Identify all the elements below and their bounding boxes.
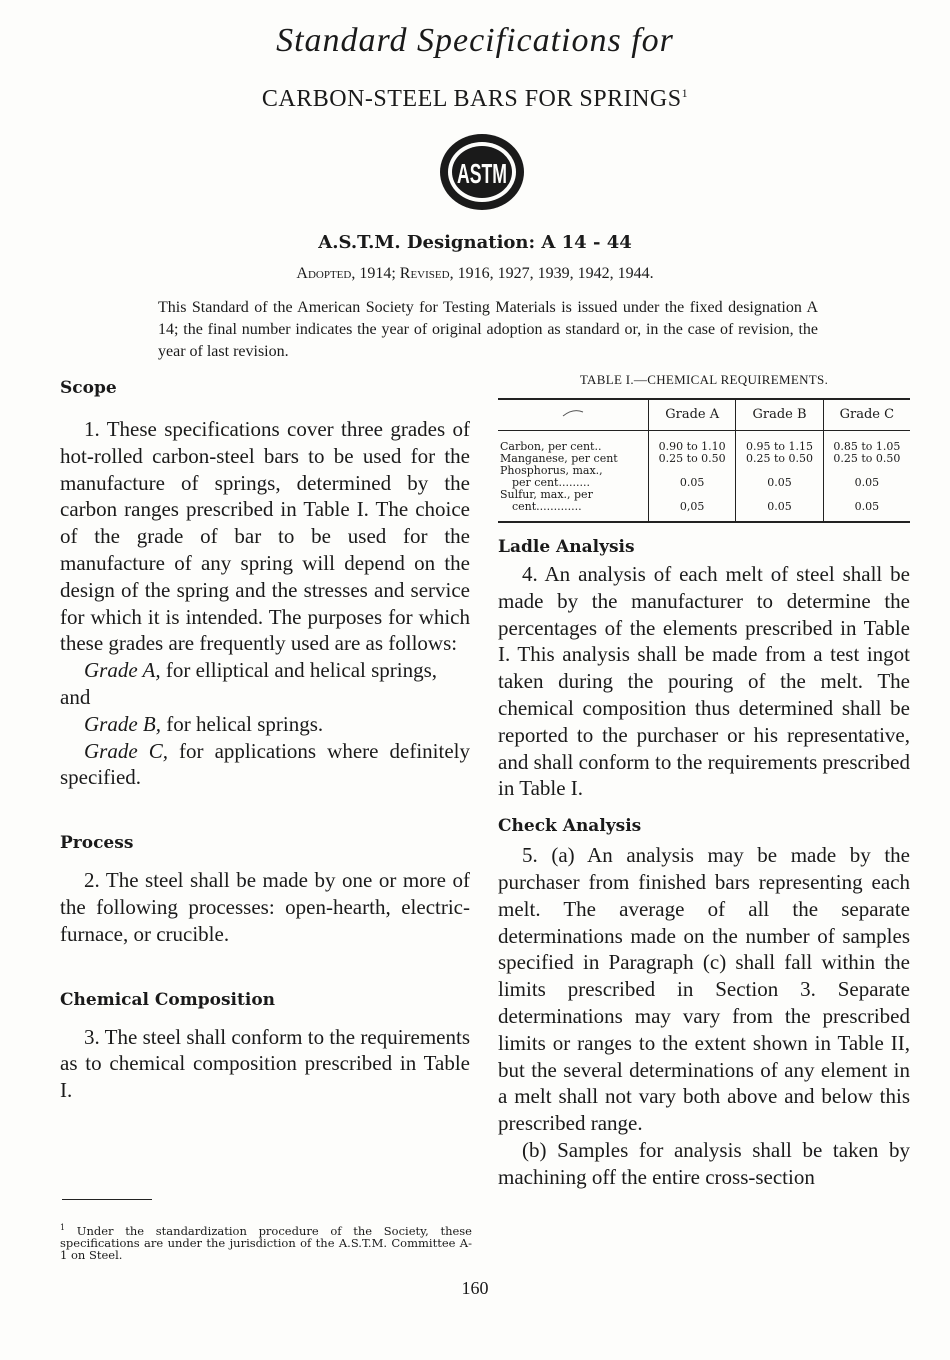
ladle-analysis-heading: Ladle Analysis — [498, 537, 635, 557]
intro-note: This Standard of the American Society for Testing Materials is issued under the fixed designation A 14; the final number indicates the year of original adoption as standard or, in the case of revision, the year of last revision. — [158, 299, 818, 360]
grade-c-text: for applications where definitely specified. — [60, 738, 470, 790]
footnote — [60, 1222, 472, 1261]
row-label-line2: cent............. — [512, 500, 582, 513]
footnote-divider — [62, 1199, 152, 1200]
process-paragraph: 2. The steel shall be made by one or more of the following processes: open-hearth, electric-furnace, or crucible. — [60, 868, 470, 946]
cell: 0.05 — [736, 489, 823, 522]
right-column — [498, 372, 910, 1191]
check-analysis-paragraph-a: 5. (a) An analysis may be made by the purchaser from finished bars representing each melt. The average of all the separate determinations made on the number of samples specified in Paragraph (c) shall fall within the limits prescribed in Section 3. Separate determinations may vary from the prescribed limits or ranges to the extent shown in Table II, but the several determinations of any element in a melt shall not vary both above and below this prescribed range. — [498, 843, 910, 1136]
cell: 0.05 — [649, 465, 736, 489]
chemical-composition-heading: Chemical Composition — [60, 989, 276, 1010]
cell: 0.90 to 1.10 — [649, 431, 736, 454]
cell: 0.85 to 1.05 — [823, 431, 910, 454]
ladle-analysis-paragraph: 4. An analysis of each melt of steel shall be made by the manufacturer to determine the percentages of the elements prescribed in Table I. This analysis shall be made from a test ingot taken during the pouring of the melt. The chemical composition thus determined shall be reported to the purchaser or his representative, and shall conform to the requirements prescribed in Table I. — [498, 562, 910, 801]
cell: 0,05 — [649, 489, 736, 522]
row-label — [498, 465, 649, 489]
cell: 0.25 to 0.50 — [736, 453, 823, 465]
title-italic: Standard Specifications for — [276, 22, 674, 59]
left-column — [60, 378, 470, 1104]
table-row — [498, 489, 910, 522]
header-grade-b: Grade B — [736, 399, 823, 431]
cell: 0.25 to 0.50 — [649, 453, 736, 465]
header-grade-c: Grade C — [823, 399, 910, 431]
grade-b-label: Grade B, — [84, 711, 161, 736]
row-label: Manganese, per cent — [500, 452, 618, 465]
table-row — [498, 431, 910, 454]
astm-logo-icon — [437, 132, 527, 212]
check-analysis-heading: Check Analysis — [498, 816, 642, 837]
scope-paragraph: 1. These specifications cover three grades of hot-rolled carbon-steel bars to be used for the manufacture of springs, determined by the carbon ranges prescribed in Table I. The choice of the grade of bar to be used for the manufacture of any spring will depend on the design of the spring and the stresses and service for which it is intended. The purposes for which these grades are frequently used are as follows: — [60, 417, 470, 656]
check-analysis-paragraph-b: (b) Samples for analysis shall be taken by machining off the entire cross-section — [498, 1137, 910, 1189]
document-title — [0, 86, 950, 113]
footnote-text: Under the standardization procedure of the Society, these specifications are under the jurisdiction of the A.S.T.M. Committee A-1 on Steel. — [60, 1223, 472, 1262]
title-footnote-mark: 1 — [681, 86, 689, 100]
table-caption: TABLE I.—CHEMICAL REQUIREMENTS. — [579, 372, 829, 387]
process-heading: Process — [60, 833, 134, 854]
page-number: 160 — [461, 1278, 489, 1298]
cell: 0.05 — [823, 489, 910, 522]
cell: 0.25 to 0.50 — [823, 453, 910, 465]
grade-b-text: for helical springs. — [161, 711, 324, 736]
cell: 0.95 to 1.15 — [736, 431, 823, 454]
grade-c-line — [60, 738, 470, 792]
row-label — [498, 489, 649, 522]
footnote-mark: 1 — [60, 1223, 66, 1232]
header-grade-a: Grade A — [649, 399, 736, 431]
table-row — [498, 465, 910, 489]
logo-text: ASTM — [457, 158, 507, 189]
grade-b-line — [60, 711, 470, 738]
adopted-line: Adopted, 1914; Revised, 1916, 1927, 1939, 1942, 1944. — [296, 265, 654, 282]
title-text: CARBON-STEEL BARS FOR SPRINGS — [261, 86, 682, 112]
row-label: Carbon, per cent.. — [500, 440, 602, 453]
row-label-line2: per cent......... — [512, 476, 590, 489]
chemical-composition-paragraph: 3. The steel shall conform to the requirements as to chemical composition prescribed in Table I. — [60, 1024, 470, 1103]
cell: 0.05 — [823, 465, 910, 489]
grade-a-label: Grade A, — [84, 658, 161, 683]
chemical-requirements-table — [498, 398, 910, 523]
cell: 0.05 — [736, 465, 823, 489]
diagonal-mark-icon — [553, 406, 593, 418]
designation: A.S.T.M. Designation: A 14 - 44 — [318, 232, 632, 253]
grade-a-line — [60, 657, 470, 711]
table-corner-mark — [498, 399, 649, 431]
row-label-line1: Phosphorus, max., — [500, 464, 603, 477]
grade-a-text: for elliptical and helical springs, and — [60, 658, 438, 709]
row-label-line1: Sulfur, max., per — [500, 488, 593, 501]
grade-c-label: Grade C, — [84, 738, 168, 763]
scope-heading: Scope — [60, 378, 117, 398]
